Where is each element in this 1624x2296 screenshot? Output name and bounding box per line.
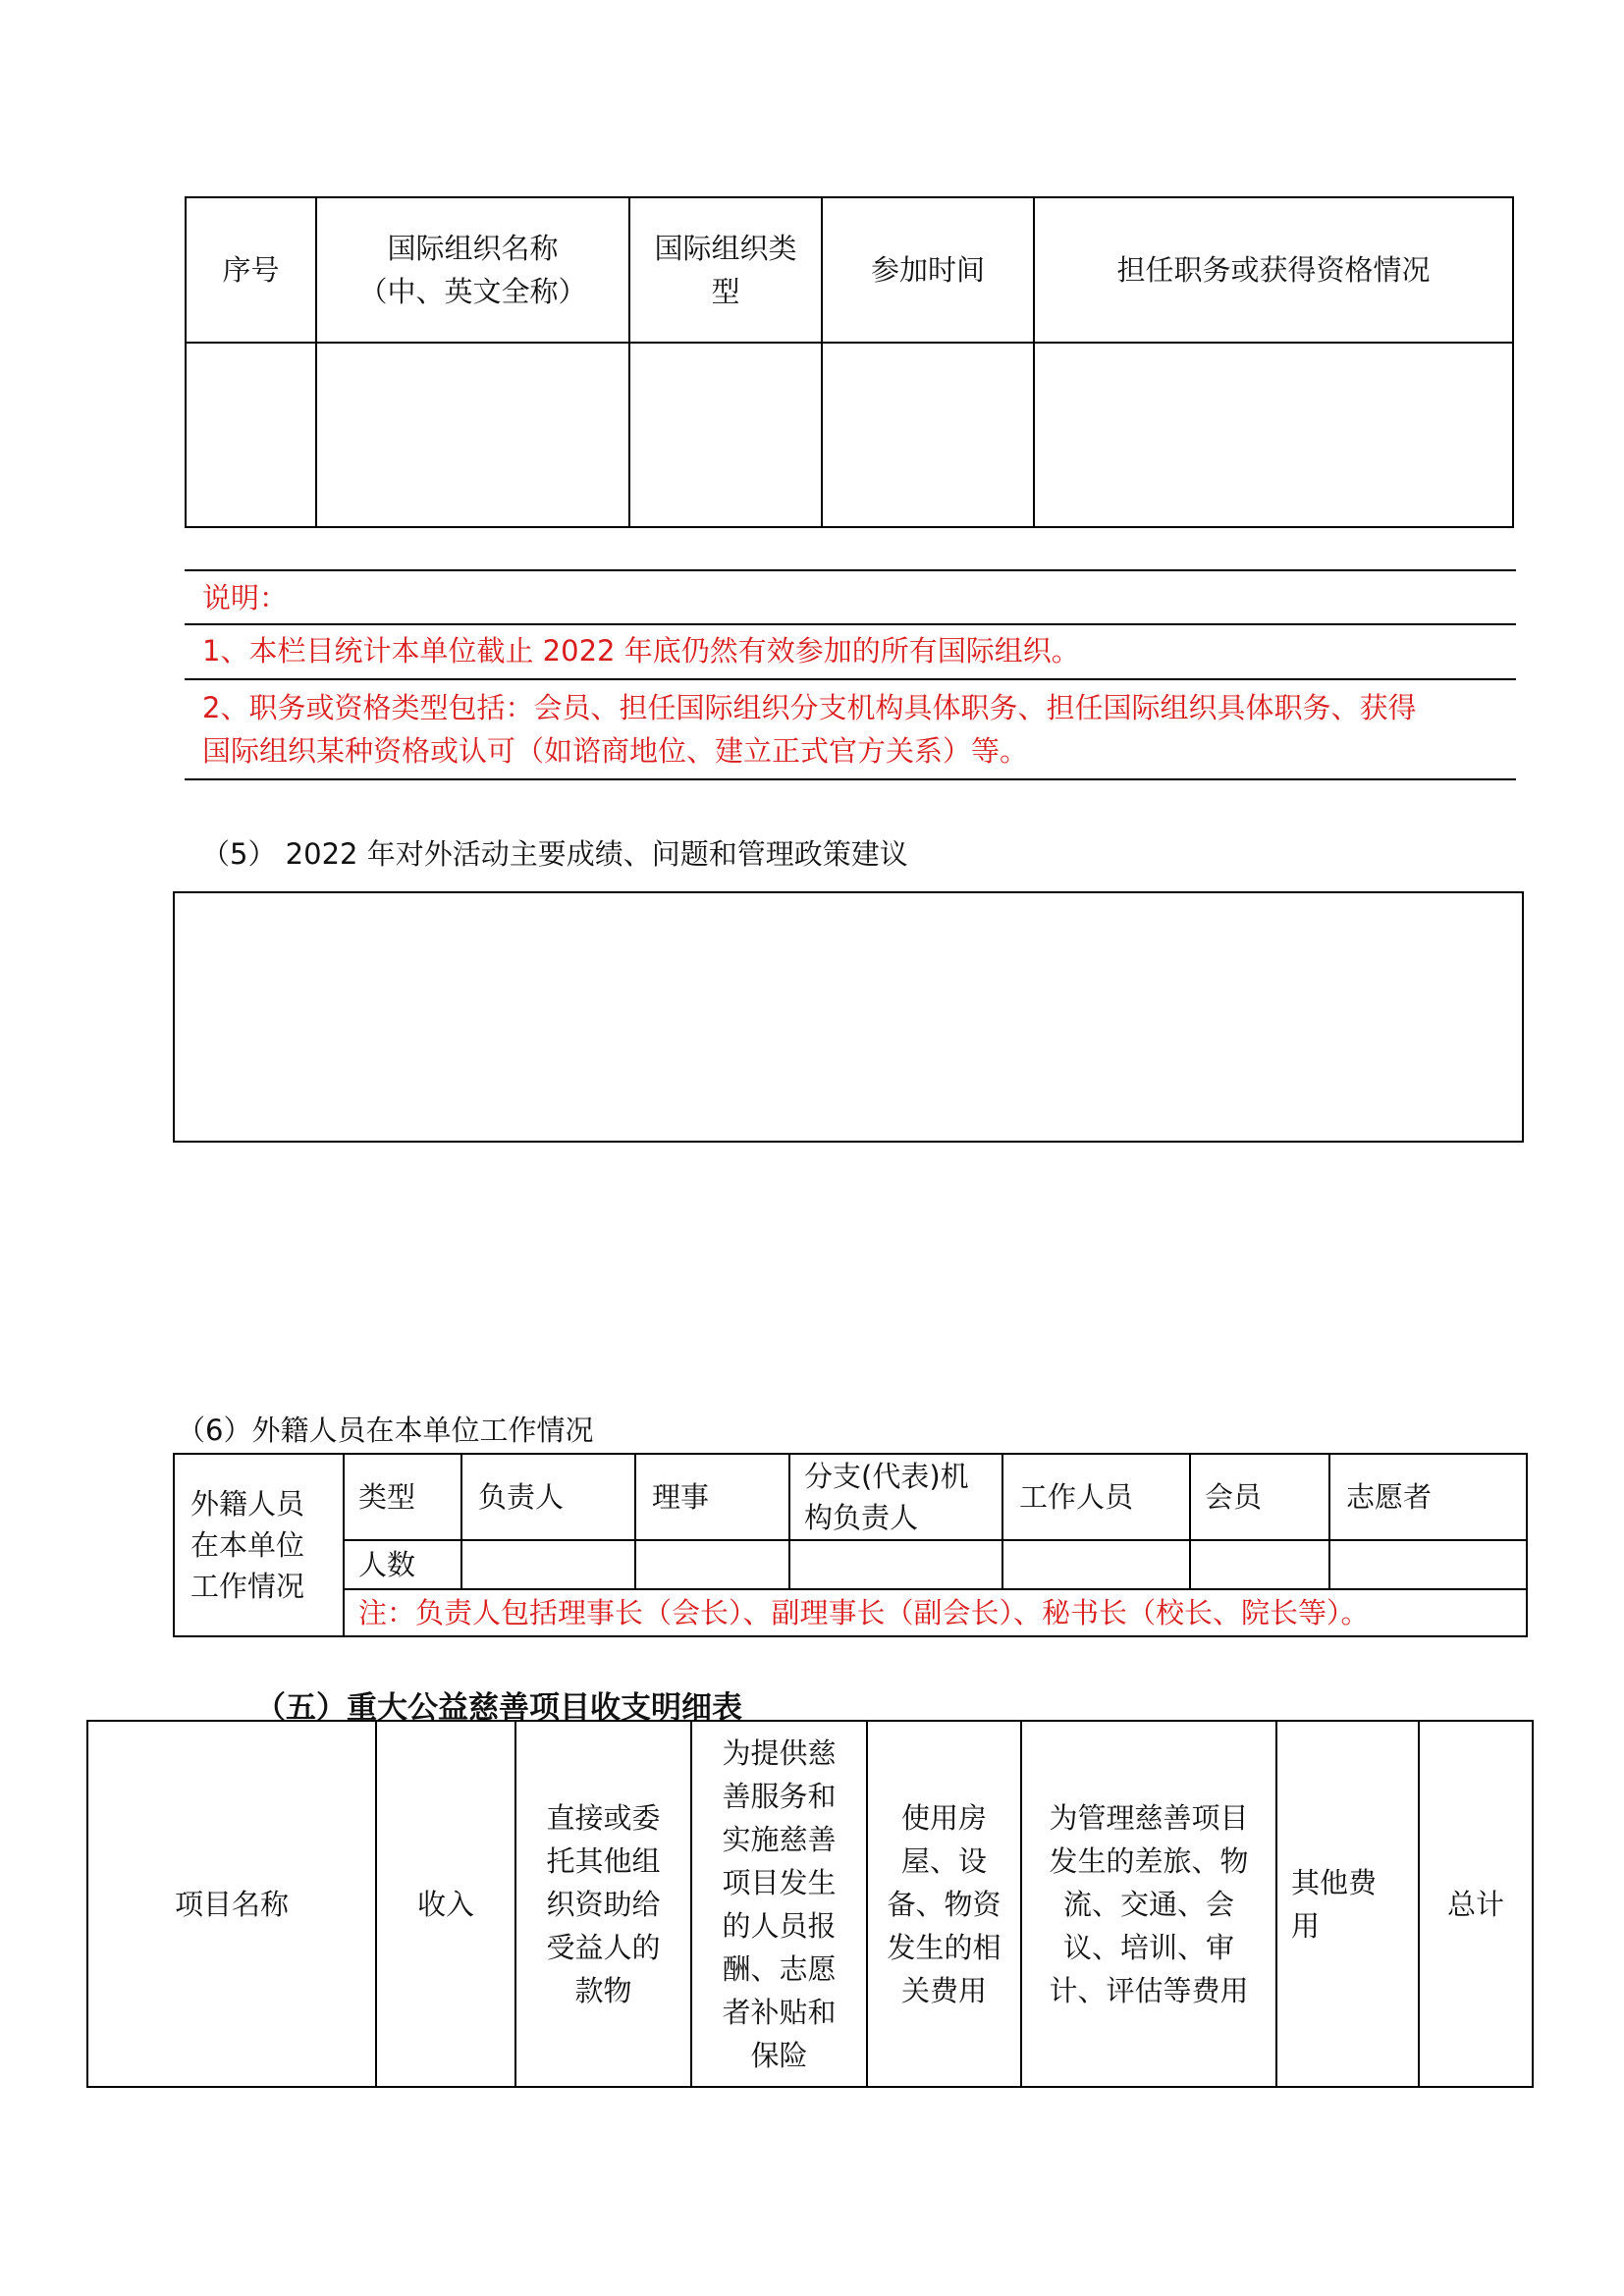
header-direct-aid: 直接或委 托其他组 织资助给 受益人的 款物 <box>515 1721 691 2087</box>
col-member: 会员 <box>1190 1454 1329 1540</box>
col-volunteer: 志愿者 <box>1329 1454 1527 1540</box>
header-management-costs: 为管理慈善项目 发生的差旅、物 流、交通、会 议、培训、审 计、评估等费用 <box>1021 1721 1276 2087</box>
header-facility-costs: 使用房 屋、设 备、物资 发生的相 关费用 <box>867 1721 1021 2087</box>
header-service-costs: 为提供慈 善服务和 实施慈善 项目发生 的人员报 酬、志愿 者补贴和 保险 <box>691 1721 867 2087</box>
header-project-name: 项目名称 <box>87 1721 376 2087</box>
notes-line-2a: 2、职务或资格类型包括：会员、担任国际组织分支机构具体职务、担任国际组织具体职务、获得 <box>202 691 1417 724</box>
header-join-date: 参加时间 <box>822 197 1034 343</box>
section-6-heading: （6）外籍人员在本单位工作情况 <box>177 1414 594 1447</box>
count-head[interactable] <box>461 1540 635 1589</box>
header-other-costs: 其他费 用 <box>1276 1721 1419 2087</box>
section-five-heading: （五）重大公益慈善项目收支明细表 <box>255 1690 742 1726</box>
type-label: 类型 <box>344 1454 461 1540</box>
notes-block <box>185 569 1516 780</box>
cell-org-type[interactable] <box>629 343 822 527</box>
header-org-type: 国际组织类 型 <box>629 197 822 343</box>
header-total: 总计 <box>1419 1721 1533 2087</box>
foreign-row-label: 外籍人员 在本单位 工作情况 <box>174 1454 344 1636</box>
section-5-textbox[interactable] <box>173 891 1524 1143</box>
count-label: 人数 <box>344 1540 461 1589</box>
header-position: 担任职务或获得资格情况 <box>1034 197 1513 343</box>
charity-project-table <box>86 1720 1534 2088</box>
col-head: 负责人 <box>461 1454 635 1540</box>
cell-org-name[interactable] <box>316 343 629 527</box>
cell-serial[interactable] <box>186 343 316 527</box>
count-staff[interactable] <box>1002 1540 1190 1589</box>
international-organizations-table <box>185 196 1514 528</box>
count-volunteer[interactable] <box>1329 1540 1527 1589</box>
notes-title: 说明： <box>202 581 289 614</box>
cell-join-date[interactable] <box>822 343 1034 527</box>
foreign-staff-table <box>173 1453 1528 1637</box>
col-branch-head: 分支(代表)机 构负责人 <box>789 1454 1002 1540</box>
header-income: 收入 <box>376 1721 515 2087</box>
header-serial: 序号 <box>186 197 316 343</box>
count-director[interactable] <box>635 1540 789 1589</box>
notes-line-2b: 国际组织某种资格或认可（如谘商地位、建立正式官方关系）等。 <box>202 734 1029 768</box>
header-org-name: 国际组织名称 （中、英文全称） <box>316 197 629 343</box>
foreign-note: 注：负责人包括理事长（会长）、副理事长（副会长）、秘书长（校长、院长等）。 <box>344 1589 1527 1636</box>
cell-position[interactable] <box>1034 343 1513 527</box>
col-staff: 工作人员 <box>1002 1454 1190 1540</box>
section-5-heading: （5） 2022 年对外活动主要成绩、问题和管理政策建议 <box>201 837 908 871</box>
col-director: 理事 <box>635 1454 789 1540</box>
notes-line-1: 1、本栏目统计本单位截止 2022 年底仍然有效参加的所有国际组织。 <box>202 634 1080 667</box>
count-member[interactable] <box>1190 1540 1329 1589</box>
count-branch-head[interactable] <box>789 1540 1002 1589</box>
